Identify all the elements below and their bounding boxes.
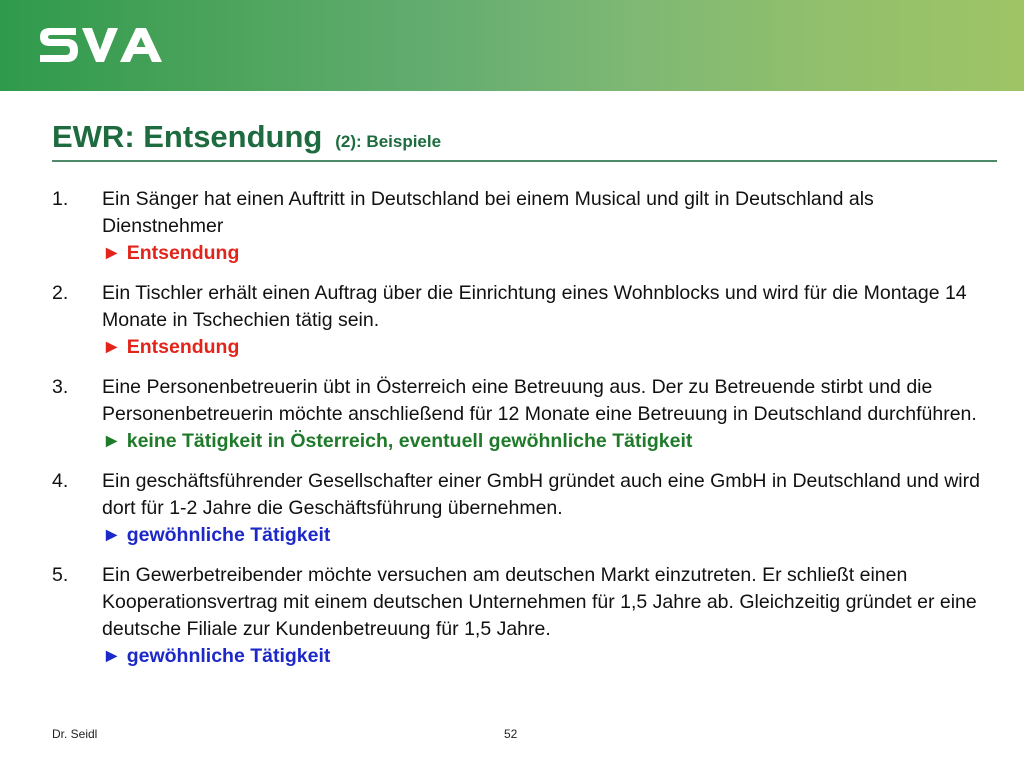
footer-author: Dr. Seidl bbox=[52, 727, 98, 741]
item-body bbox=[102, 374, 982, 455]
item-result: ► keine Tätigkeit in Österreich, eventuell gewöhnliche Tätigkeit bbox=[102, 430, 693, 452]
item-result: ► gewöhnliche Tätigkeit bbox=[102, 645, 331, 667]
page-title bbox=[52, 120, 441, 152]
title-divider bbox=[52, 160, 997, 162]
list-item bbox=[52, 186, 982, 267]
list-item bbox=[52, 562, 982, 670]
item-body bbox=[102, 280, 982, 361]
item-number: 2. bbox=[52, 282, 69, 304]
item-number: 4. bbox=[52, 470, 69, 492]
item-body bbox=[102, 562, 982, 670]
item-result: ► gewöhnliche Tätigkeit bbox=[102, 524, 331, 546]
item-text: Ein Gewerbetreibender möchte versuchen am deutschen Markt einzutreten. Er schließt einen Kooperationsvertrag mit einem deutschen Unternehmen für 1,5 Jahre ab. Gleichzeitig gründet er eine deutsche Filiale zur Kundenbetreuung für 1,5 Jahre. bbox=[102, 564, 977, 640]
item-text: Eine Personenbetreuerin übt in Österreich eine Betreuung aus. Der zu Betreuende stirbt und die Personenbetreuerin möchte anschließend für 12 Monate eine Betreuung in Deutschland durchführen. bbox=[102, 376, 977, 425]
item-text: Ein geschäftsführender Gesellschafter einer GmbH gründet auch eine GmbH in Deutschland und wird dort für 1-2 Jahre die Geschäftsführung übernehmen. bbox=[102, 470, 980, 519]
title-main: EWR: Entsendung bbox=[52, 119, 323, 154]
title-sub: (2): Beispiele bbox=[335, 132, 442, 151]
item-text: Ein Tischler erhält einen Auftrag über die Einrichtung eines Wohnblocks und wird für die Montage 14 Monate in Tschechien tätig sein. bbox=[102, 282, 967, 331]
item-number: 1. bbox=[52, 188, 69, 210]
header-banner bbox=[0, 0, 1024, 91]
item-body bbox=[102, 468, 982, 549]
item-body bbox=[102, 186, 982, 267]
item-number: 3. bbox=[52, 376, 69, 398]
item-text: Ein Sänger hat einen Auftritt in Deutschland bei einem Musical und gilt in Deutschland als Dienstnehmer bbox=[102, 188, 874, 237]
sva-logo bbox=[36, 22, 178, 68]
list-item bbox=[52, 280, 982, 361]
list-item bbox=[52, 468, 982, 549]
item-result: ► Entsendung bbox=[102, 242, 240, 264]
list-item bbox=[52, 374, 982, 455]
page-number: 52 bbox=[504, 727, 518, 741]
item-result: ► Entsendung bbox=[102, 336, 240, 358]
example-list bbox=[52, 186, 982, 683]
item-number: 5. bbox=[52, 564, 69, 586]
